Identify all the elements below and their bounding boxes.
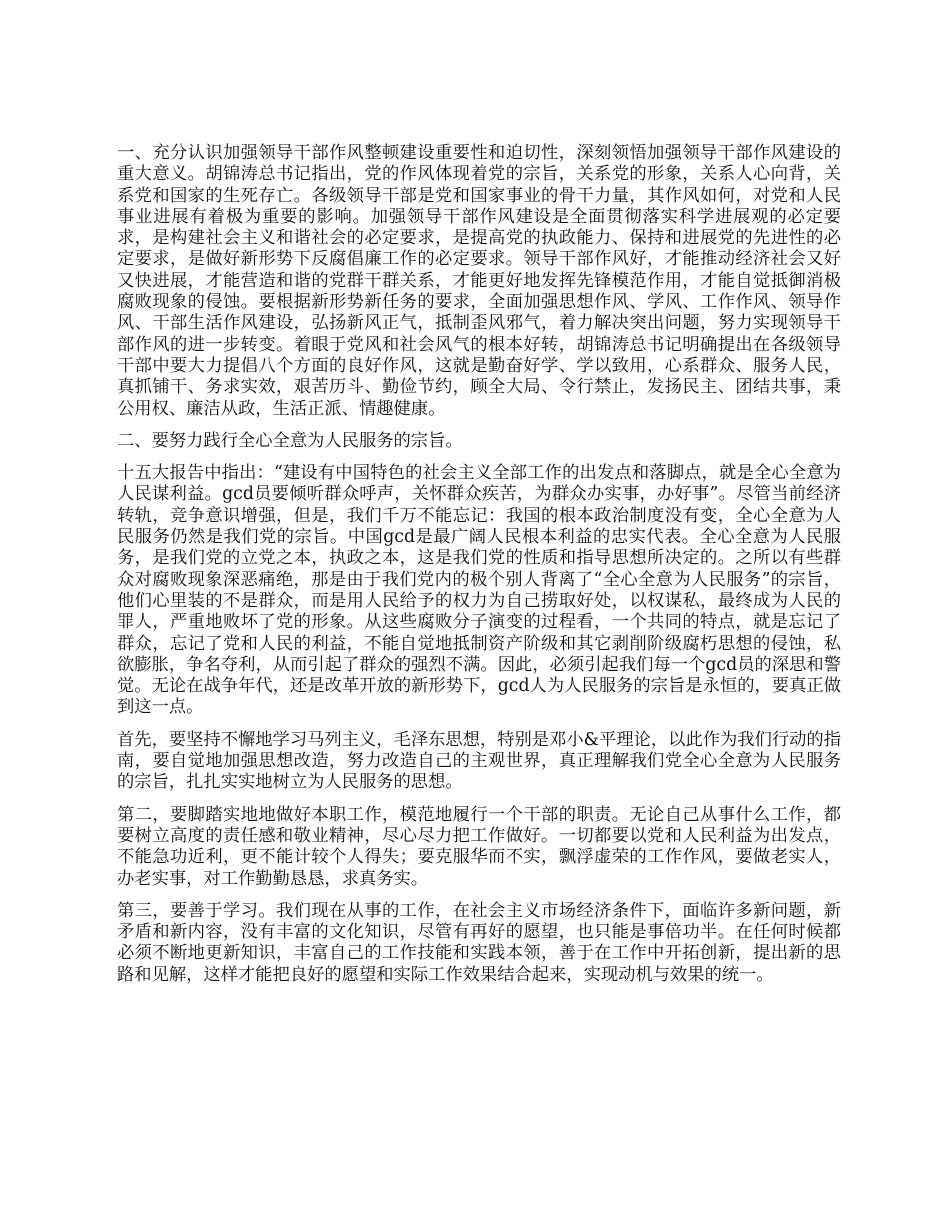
paragraph-5-second: 第二，要脚踏实地地做好本职工作，模范地履行一个干部的职责。无论自己从事什么工作，都要树立高度的责任感和敬业精神，尽心尽力把工作做好。一切都要以党和人民利益为出发点，不能急功近利，更不能计较个人得失；要克服华而不实，飘浮虚荣的工作作风，要做老实人，办老实事，对工作勤勤恳恳，求真务实。 [117, 804, 841, 889]
paragraph-4-first: 首先，要坚持不懈地学习马列主义，毛泽东思想，特别是邓小&平理论，以此作为我们行动的指南，要自觉地加强思想改造，努力改造自己的主观世界，真正理解我们党全心全意为人民服务的宗旨，扎扎实实地树立为人民服务的思想。 [117, 729, 841, 793]
paragraph-1-significance: 一、充分认识加强领导干部作风整顿建设重要性和迫切性，深刻领悟加强领导干部作风建设的重大意义。胡锦涛总书记指出，党的作风体现着党的宗旨，关系党的形象，关系人心向背，关系党和国家的生死存亡。各级领导干部是党和国家事业的骨干力量，其作风如何，对党和人民事业进展有着极为重要的影响。加强领导干部作风建设是全面贯彻落实科学进展观的必定要求，是构建社会主义和谐社会的必定要求，是提高党的执政能力、保持和进展党的先进性的必定要求，是做好新形势下反腐倡廉工作的必定要求。领导干部作风好，才能推动经济社会又好又快进展，才能营造和谐的党群干群关系，才能更好地发挥先锋模范作用，才能自觉抵御消极腐败现象的侵蚀。要根据新形势新任务的要求，全面加强思想作风、学风、工作作风、领导作风、干部生活作风建设，弘扬新风正气，抵制歪风邪气，着力解决突出问题，努力实现领导干部作风的进一步转变。着眼于党风和社会风气的根本好转，胡锦涛总书记明确提出在各级领导干部中要大力提倡八个方面的良好作风，这就是勤奋好学、学以致用，心系群众、服务人民，真抓铺干、务求实效，艰苦历斗、勤俭节约，顾全大局、令行禁止，发扬民主、团结共事，秉公用权、廉洁从政，生活正派、情趣健康。 [117, 143, 841, 419]
document-body [117, 143, 841, 997]
paragraph-3-fifteenth-congress: 十五大报告中指出：“建设有中国特色的社会主义全部工作的出发点和落脚点，就是全心全意为人民谋利益。gcd员要倾听群众呼声，关怀群众疾苦，为群众办实事，办好事”。尽管当前经济转轨，竞争意识增强，但是，我们千万不能忘记：我国的根本政治制度没有变，全心全意为人民服务仍然是我们党的宗旨。中国gcd是最广阔人民根本利益的忠实代表。全心全意为人民服务，是我们党的立党之本，执政之本，这是我们党的性质和指导思想所决定的。之所以有些群众对腐败现象深恶痛绝，那是由于我们党内的极个别人背离了“全心全意为人民服务”的宗旨，他们心里装的不是群众，而是用人民给予的权力为自己捞取好处，以权谋私，最终成为人民的罪人，严重地败坏了党的形象。从这些腐败分子演变的过程看，一个共同的特点，就是忘记了群众，忘记了党和人民的利益，不能自觉地抵制资产阶级和其它剥削阶级腐朽思想的侵蚀，私欲膨胀，争名夺利，从而引起了群众的强烈不满。因此，必须引起我们每一个gcd员的深思和警觉。无论在战争年代，还是改革开放的新形势下，gcd人为人民服务的宗旨是永恒的，要真正做到这一点。 [117, 463, 841, 718]
paragraph-6-third: 第三，要善于学习。我们现在从事的工作，在社会主义市场经济条件下，面临许多新问题，新矛盾和新内容，没有丰富的文化知识，尽管有再好的愿望，也只能是事倍功半。在任何时候都必须不断地更新知识，丰富自己的工作技能和实践本领，善于在工作中开拓创新，提出新的思路和见解，这样才能把良好的愿望和实际工作效果结合起来，实现动机与效果的统一。 [117, 900, 841, 985]
paragraph-2-heading: 二、要努力践行全心全意为人民服务的宗旨。 [117, 430, 463, 451]
